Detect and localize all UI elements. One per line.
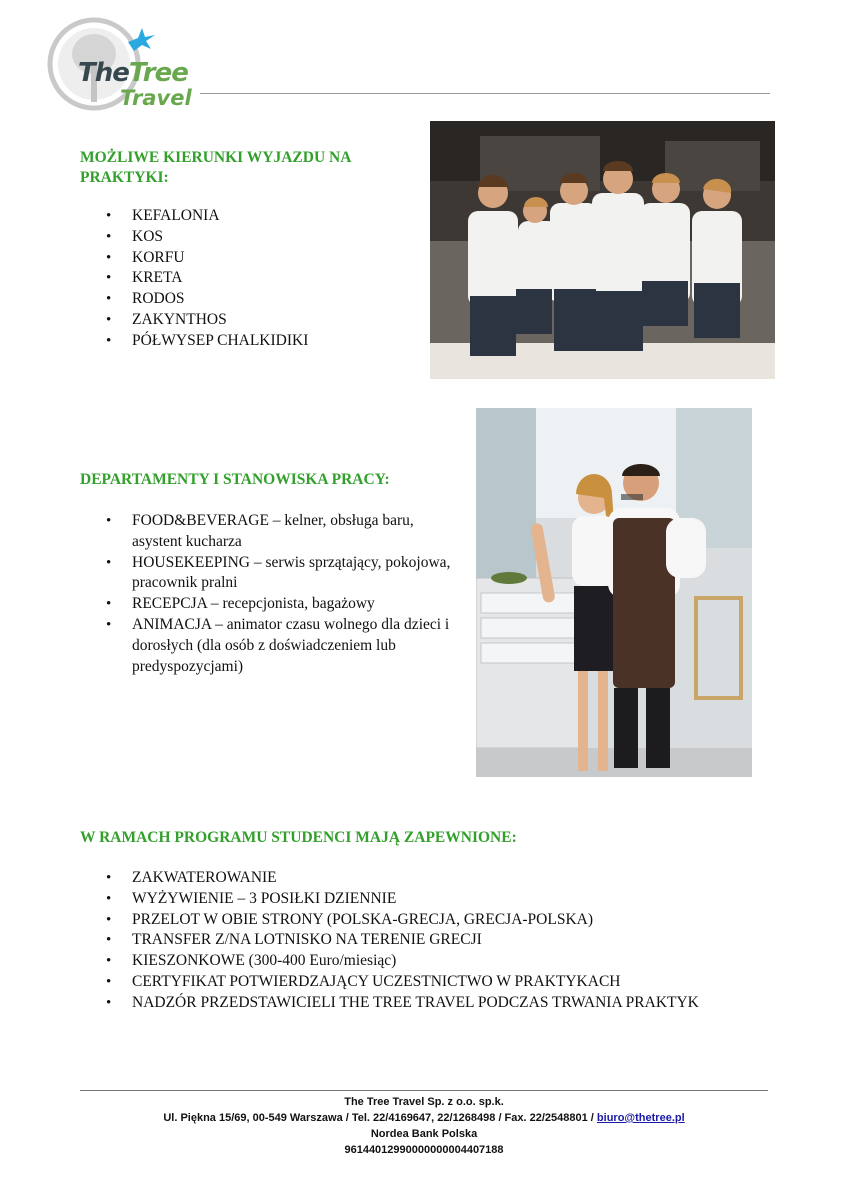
list-item: • ZAKYNTHOS bbox=[106, 310, 416, 331]
logo-word-tree: Tree bbox=[128, 58, 188, 88]
staff-pair-photo bbox=[476, 408, 752, 777]
list-item: • HOUSEKEEPING – serwis sprzątający, pokojowa, pracownik pralni bbox=[106, 553, 458, 595]
footer-email-link[interactable]: biuro@thetree.pl bbox=[596, 1112, 685, 1124]
list-item: • RODOS bbox=[106, 289, 416, 310]
list-item: • PÓŁWYSEP CHALKIDIKI bbox=[106, 331, 416, 352]
benefits-heading: W RAMACH PROGRAMU STUDENCI MAJĄ ZAPEWNIONE: bbox=[80, 829, 517, 846]
list-item: • KIESZONKOWE (300-400 Euro/miesiąc) bbox=[106, 951, 786, 972]
list-item: • TRANSFER Z/NA LOTNISKO NA TERENIE GRECJI bbox=[106, 930, 786, 951]
footer-company: The Tree Travel Sp. z o.o. sp.k. bbox=[344, 1096, 504, 1108]
header-divider bbox=[200, 93, 770, 94]
logo-wordmark bbox=[78, 58, 188, 88]
staff-group-photo bbox=[430, 121, 775, 379]
list-item: • FOOD&BEVERAGE – kelner, obsługa baru, asystent kucharza bbox=[106, 511, 458, 553]
list-item: • ANIMACJA – animator czasu wolnego dla dzieci i dorosłych (dla osób z doświadczeniem lub predyspozycjami) bbox=[106, 615, 458, 677]
list-item: • KORFU bbox=[106, 248, 416, 269]
list-item: • KEFALONIA bbox=[106, 206, 416, 227]
company-logo bbox=[46, 14, 216, 114]
logo-word-travel: Travel bbox=[120, 86, 192, 110]
list-item: • NADZÓR PRZEDSTAWICIELI THE TREE TRAVEL PODCZAS TRWANIA PRAKTYK bbox=[106, 993, 786, 1014]
list-item: • RECEPCJA – recepcjonista, bagażowy bbox=[106, 594, 458, 615]
list-item: • KOS bbox=[106, 227, 416, 248]
list-item: • ZAKWATEROWANIE bbox=[106, 868, 786, 889]
list-item: • WYŻYWIENIE – 3 POSIŁKI DZIENNIE bbox=[106, 889, 786, 910]
footer-divider bbox=[80, 1090, 768, 1091]
list-item: • CERTYFIKAT POTWIERDZAJĄCY UCZESTNICTWO W PRAKTYKACH bbox=[106, 972, 786, 993]
destinations-list bbox=[106, 206, 416, 352]
footer-bank: Nordea Bank Polska bbox=[370, 1128, 478, 1140]
footer-address-line bbox=[0, 1110, 848, 1126]
footer-address: Ul. Piękna 15/69, 00-549 Warszawa / Tel. 22/4169647, 22/1268498 / Fax. 22/2548801 / bbox=[163, 1112, 597, 1124]
list-item: • PRZELOT W OBIE STRONY (POLSKA-GRECJA, GRECJA-POLSKA) bbox=[106, 910, 786, 931]
departments-list bbox=[106, 511, 458, 677]
footer-account: 96144012990000000004407188 bbox=[344, 1144, 504, 1156]
destinations-heading: MOŻLIWE KIERUNKI WYJAZDU NA PRAKTYKI: bbox=[80, 149, 351, 186]
logo-word-the: The bbox=[78, 58, 129, 88]
departments-heading: DEPARTAMENTY I STANOWISKA PRACY: bbox=[80, 471, 390, 488]
benefits-list bbox=[106, 868, 786, 1014]
list-item: • KRETA bbox=[106, 268, 416, 289]
